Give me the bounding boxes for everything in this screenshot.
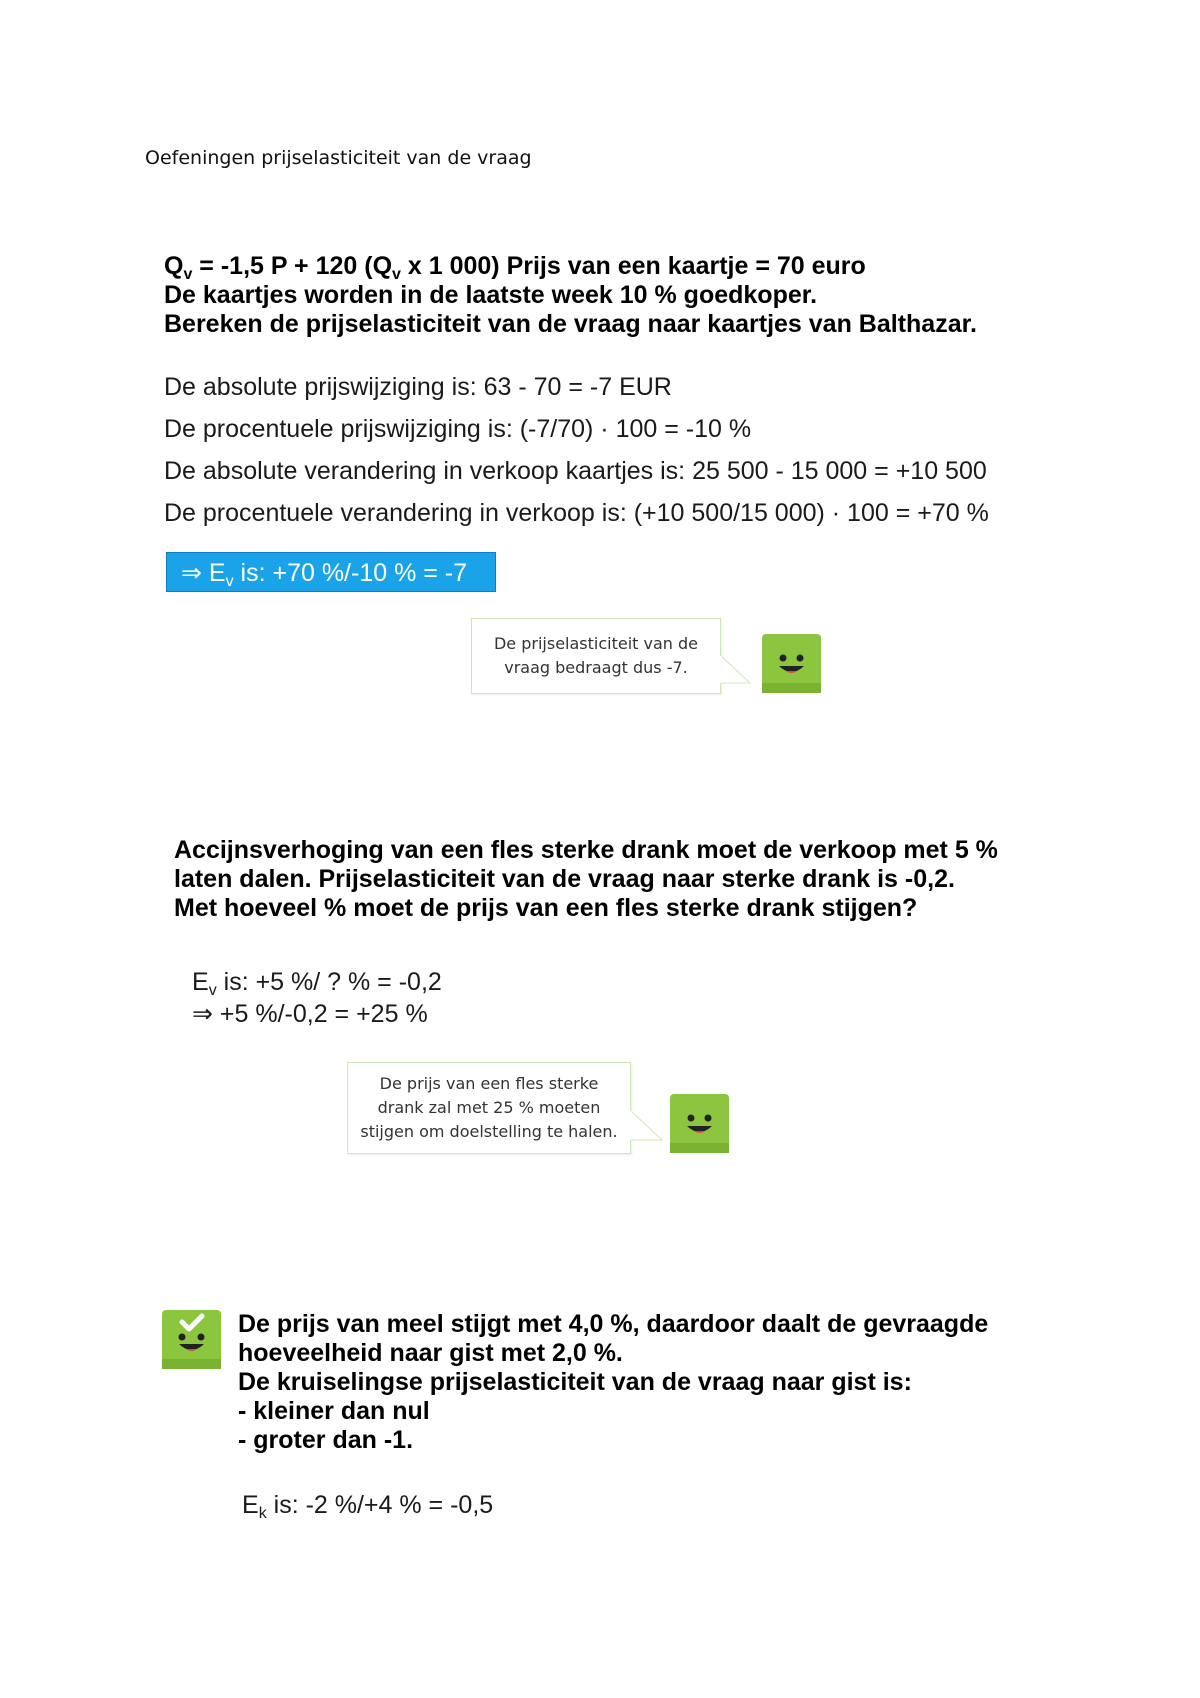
exercise-2-line: Met hoeveel % moet de prijs van een fles sterke drank stijgen?: [174, 894, 918, 922]
calc-line: De absolute verandering in verkoop kaartjes is: 25 500 - 15 000 = +10 500: [164, 457, 987, 485]
exercise-3-line: De kruiselingse prijselasticiteit van de vraag naar gist is:: [238, 1368, 912, 1396]
bubble-text: De prijs van een fles sterke: [379, 1074, 599, 1093]
exercise-3-line: De prijs van meel stijgt met 4,0 %, daardoor daalt de gevraagde: [238, 1310, 989, 1338]
exercise-3-answer: [242, 1491, 493, 1520]
exercise-3-line: hoeveelheid naar gist met 2,0 %.: [238, 1339, 623, 1367]
e-subscript: v: [208, 982, 217, 999]
exercise-3-line: - groter dan -1.: [238, 1426, 414, 1454]
result-box-1: [166, 552, 496, 592]
bubble-text: De prijselasticiteit van de: [493, 634, 699, 653]
exercise-2-question: [174, 836, 998, 923]
exercise-2-answer: [192, 968, 442, 1029]
answer-text: is: -2 %/+4 % = -0,5: [266, 1491, 494, 1519]
exercise-2-line: laten dalen. Prijselasticiteit van de vraag naar sterke drank is -0,2.: [174, 865, 955, 893]
bubble-tail: [720, 655, 752, 685]
formula-part: = -1,5 P + 120 (Q: [192, 252, 393, 280]
e-symbol: E: [242, 1491, 259, 1519]
result-prefix: ⇒ E: [181, 559, 226, 587]
smiley-icon: [670, 1094, 729, 1153]
exercise-1-line-2: De kaartjes worden in de laatste week 10 % goedkoper.: [164, 281, 818, 309]
calc-line: De procentuele verandering in verkoop is: (+10 500/15 000) · 100 = +70 %: [164, 499, 989, 527]
smiley-icon: [762, 634, 821, 693]
exercise-1-question: [164, 252, 977, 339]
result-subscript: v: [225, 573, 234, 590]
q-symbol: Q: [164, 252, 184, 280]
calc-line: De absolute prijswijziging is: 63 - 70 = -7 EUR: [164, 373, 672, 401]
answer-text: is: +5 %/ ? % = -0,2: [216, 968, 442, 996]
q-subscript: v: [183, 266, 193, 283]
bubble-text: stijgen om doelstelling te halen.: [360, 1122, 618, 1141]
smiley-check-icon: [162, 1310, 221, 1369]
e-symbol: E: [192, 968, 209, 996]
answer-line: ⇒ +5 %/-0,2 = +25 %: [192, 1000, 428, 1028]
exercise-1-line-3: Bereken de prijselasticiteit van de vraag naar kaartjes van Balthazar.: [164, 310, 977, 338]
bubble-text: drank zal met 25 % moeten: [377, 1098, 601, 1117]
bubble-text: vraag bedraagt dus -7.: [504, 658, 688, 677]
bubble-tail: [630, 1110, 664, 1142]
formula-part: x 1 000) Prijs van een kaartje = 70 euro: [400, 252, 866, 280]
exercise-1-line-1: [164, 252, 977, 281]
exercise-3-line: - kleiner dan nul: [238, 1397, 430, 1425]
q-subscript: v: [392, 266, 401, 283]
answer-line: [192, 968, 442, 997]
calc-line: De procentuele prijswijziging is: (-7/70) · 100 = -10 %: [164, 415, 752, 443]
exercise-1-calculation: [164, 373, 989, 528]
result-text: is: +70 %/-10 % = -7: [233, 559, 468, 587]
speech-bubble-2: [347, 1062, 631, 1154]
exercise-2-line: Accijnsverhoging van een fles sterke drank moet de verkoop met 5 %: [174, 836, 998, 864]
e-subscript: k: [258, 1505, 267, 1522]
speech-bubble-1: [471, 618, 721, 694]
exercise-3-question: [238, 1310, 988, 1455]
document-title: Oefeningen prijselasticiteit van de vraag: [145, 147, 532, 169]
